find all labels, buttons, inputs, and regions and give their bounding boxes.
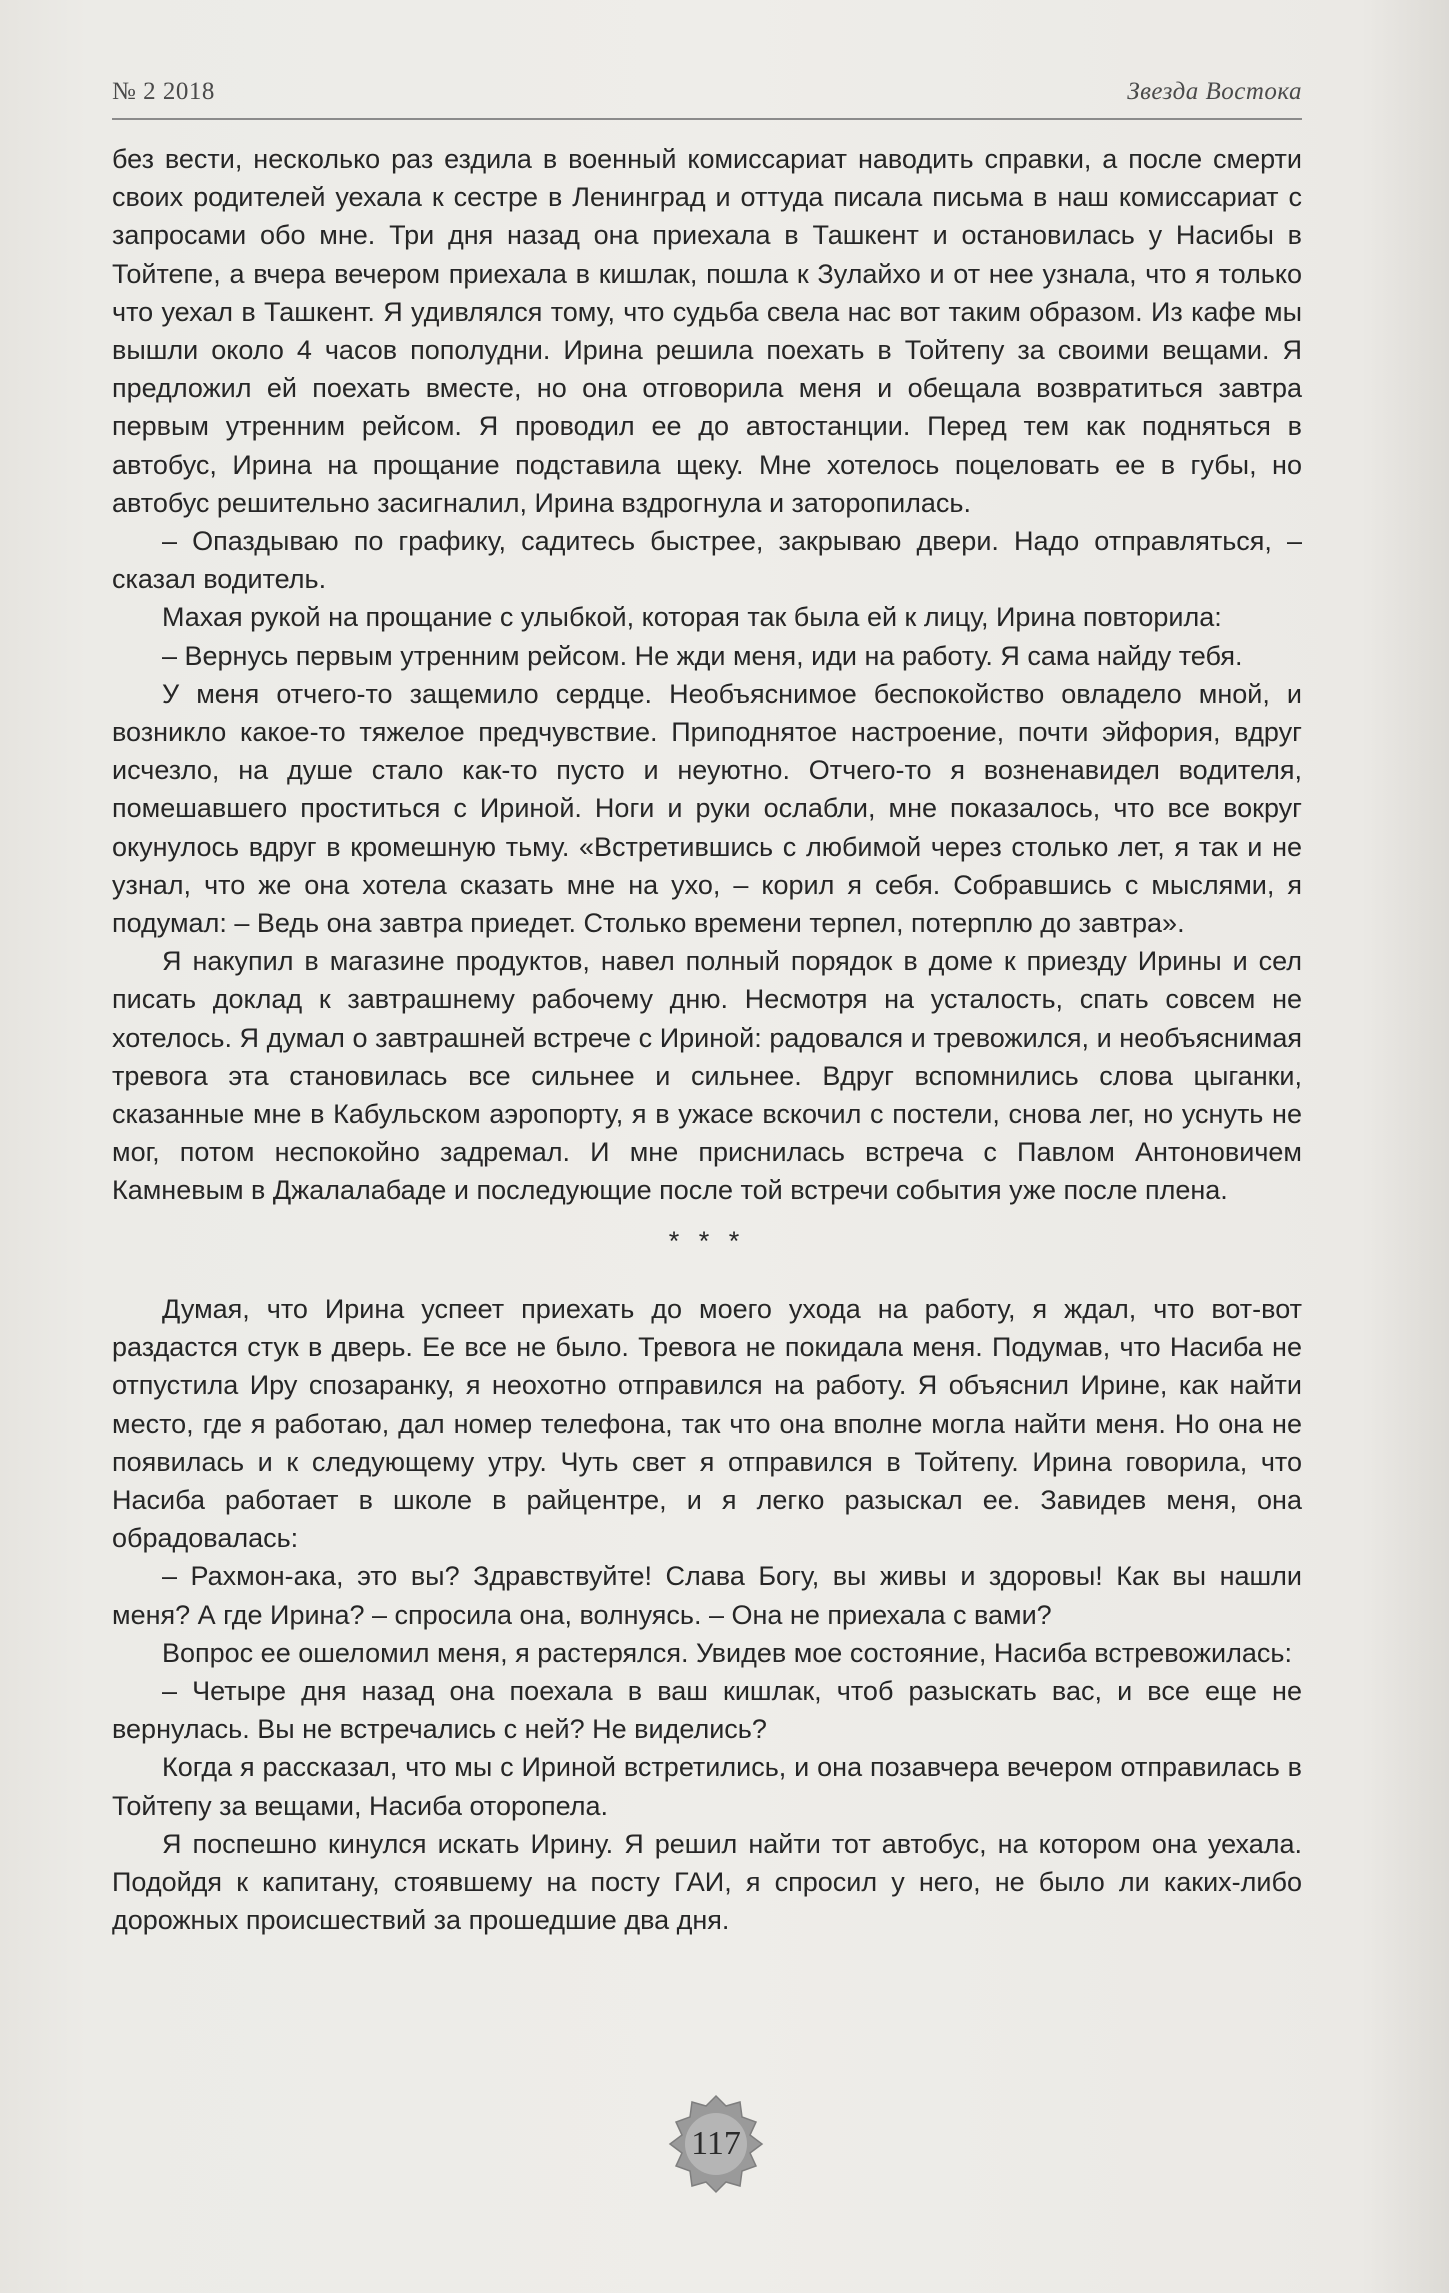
paragraph: – Четыре дня назад она поехала в ваш кишлак, чтоб разыскать вас, и все еще не вернулась. Вы не встречались с ней? Не виделись? xyxy=(112,1675,1302,1745)
paragraph: Я поспешно кинулся искать Ирину. Я решил найти тот автобус, на котором она уехала. Подойдя к капитану, стоявшему на посту ГАИ, я спросил у него, не было ли каких-либо дорожных происшествий за прошедшие два дня. xyxy=(112,1828,1302,1936)
paragraph: У меня отчего-то защемило сердце. Необъяснимое беспокойство овладело мной, и возникло какое-то тяжелое предчувствие. Приподнятое настроение, почти эйфория, вдруг исчезло, на душе стало как-то пусто и неуютно. Отчего-то я возненавидел водителя, помешавшего проститься с Ириной. Ноги и руки ослабли, мне показалось, что все вокруг окунулось вдруг в кромешную тьму. «Встретившись с любимой через столько лет, я так и не узнал, что же она хотела сказать мне на ухо, – корил я себя. Собравшись с мыслями, я подумал: – Ведь она завтра приедет. Столько времени терпел, потерплю до завтра». xyxy=(112,678,1302,939)
paragraph: – Опаздываю по графику, садитесь быстрее, закрываю двери. Надо отправляться, – сказал водитель. xyxy=(112,526,1302,595)
page-number-badge xyxy=(664,2092,768,2196)
paragraph: – Вернусь первым утренним рейсом. Не жди меня, иди на работу. Я сама найду тебя. xyxy=(162,640,1243,671)
section-break: * * * xyxy=(668,1225,746,1256)
paragraph: Думая, что Ирина успеет приехать до моего ухода на работу, я ждал, что вот-вот раздастся стук в дверь. Ее все не было. Тревога не покидала меня. Подумав, что Насиба не отпустила Иру спозаранку, я неохотно отправился на работу. Я объяснил Ирине, как найти место, где я работаю, дал номер телефона, так что она вполне могла найти меня. Но она не появилась и к следующему утру. Чуть свет я отправился в Тойтепу. Ирина говорила, что Насиба работает в школе в райцентре, и я легко разыскал ее. Завидев меня, она обрадовалась: xyxy=(112,1293,1302,1554)
paragraph: Вопрос ее ошеломил меня, я растерялся. Увидев мое состояние, Насиба встревожилась: xyxy=(162,1637,1292,1668)
paragraph: без вести, несколько раз ездила в военный комиссариат наводить справки, а после смерти своих родителей уехала к сестре в Ленинград и оттуда писала письма в наш комиссариат с запросами обо мне. Три дня назад она приехала в Ташкент и остановилась у Насибы в Тойтепе, а вчера вечером приехала в кишлак, пошла к Зулайхо и от нее узнала, что я только что уехал в Ташкент. Я удивлялся тому, что судьба свела нас вот таким образом. Из кафе мы вышли около 4 часов пополудни. Ирина решила поехать в Тойтепу за своими вещами. Я предложил ей поехать вместе, но она отговорила меня и обещала возвратиться завтра первым утренним рейсом. Я проводил ее до автостанции. Перед тем как подняться в автобус, Ирина на прощание подставила щеку. Мне хотелось поцеловать ее в губы, но автобус решительно засигналил, Ирина вздрогнула и заторопилась. xyxy=(112,144,1302,518)
paragraph: – Рахмон-ака, это вы? Здравствуйте! Слава Богу, вы живы и здоровы! Как вы нашли меня? А где Ирина? – спросила она, волнуясь. – Она не приехала с вами? xyxy=(112,1561,1302,1630)
issue-label: № 2 2018 xyxy=(112,78,215,105)
paragraph: Я накупил в магазине продуктов, навел полный порядок в доме к приезду Ирины и сел писать доклад к завтрашнему рабочему дню. Несмотря на усталость, спать совсем не хотелось. Я думал о завтрашней встрече с Ириной: радовался и тревожился, и необъяснимая тревога эта становилась все сильнее и сильнее. Вдруг вспомнились слова цыганки, сказанные мне в Кабульском аэропорту, я в ужасе вскочил с постели, снова лег, но уснуть не мог, потом неспокойно задремал. И мне приснилась встреча с Павлом Антоновичем Камневым в Джалалабаде и последующие после той встречи события уже после плена. xyxy=(112,946,1302,1206)
body-text xyxy=(112,140,1302,1939)
paragraph: Махая рукой на прощание с улыбкой, которая так была ей к лицу, Ирина повторила: xyxy=(162,602,1222,633)
running-header xyxy=(112,72,1302,112)
journal-title: Звезда Востока xyxy=(1127,78,1302,105)
page-number: 117 xyxy=(691,2125,741,2162)
paragraph: Когда я рассказал, что мы с Ириной встретились, и она позавчера вечером отправилась в Тойтепу за вещами, Насиба оторопела. xyxy=(112,1752,1302,1821)
header-divider xyxy=(112,118,1302,120)
